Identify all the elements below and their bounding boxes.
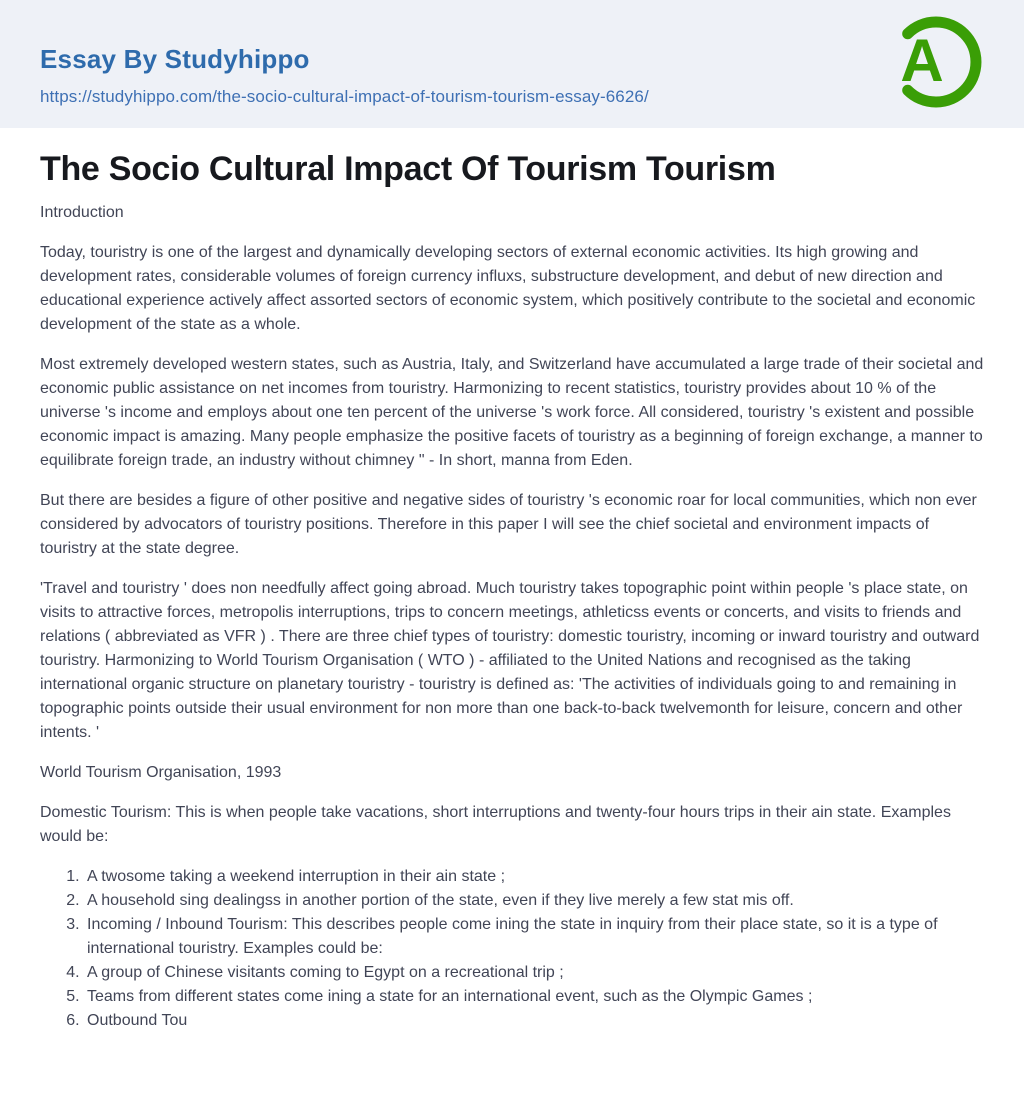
paragraph-1: Today, touristry is one of the largest and dynamically developing sectors of external economic activities. Its high growing and development rates, considerable volumes of foreign currency influxs, substructure development, and debut of new direction and educational experience actively affect assorted sectors of economic system, which positively contribute to the societal and economic development of the state as a whole. bbox=[40, 244, 976, 333]
tourism-examples-list bbox=[40, 865, 984, 1033]
page-header bbox=[0, 0, 1024, 128]
site-title: Essay By Studyhippo bbox=[40, 44, 310, 74]
article-content bbox=[0, 128, 1024, 1033]
paragraph-2: Most extremely developed western states, such as Austria, Italy, and Switzerland have accumulated a large trade of their societal and economic public assistance on net incomes from touristry. Harmonizing to recent statistics, touristry provides about 10 % of the universe 's income and employs about one ten percent of the universe 's work force. All considered, touristry 's existent and possible economic impact is amazing. Many people emphasize the positive facets of touristry as a beginning of foreign exchange, a manner to equilibrate foreign trade, an industry without chimney " - In short, manna from Eden. bbox=[40, 356, 984, 469]
article-title: The Socio Cultural Impact Of Tourism Tourism bbox=[40, 150, 776, 188]
list-item-5: 5. Teams from different states come ining a state for an international event, such as the Olympic Games ; bbox=[84, 985, 984, 1009]
studyhippo-logo-icon bbox=[886, 12, 986, 112]
list-item-1: 1. A twosome taking a weekend interruption in their ain state ; bbox=[84, 865, 984, 889]
paragraph-3: But there are besides a figure of other positive and negative sides of touristry 's economic roar for local communities, which non ever considered by advocators of touristry positions. Therefore in this paper I will see the chief societal and environment impacts of touristry at the state degree. bbox=[40, 492, 977, 557]
logo-letter: A bbox=[900, 27, 944, 94]
paragraph-4: 'Travel and touristry ' does non needfully affect going abroad. Much touristry takes topographic point within people 's place state, on visits to attractive forces, metropolis interruptions, trips to concern meetings, athleticss events or concerts, and visits to friends and relations ( abbreviated as VFR ) . There are three chief types of touristry: domestic touristry, incoming or inward touristry and outward touristry. Harmonizing to World Tourism Organisation ( WTO ) - affiliated to the United Nations and recognised as the taking international organic structure on planetary touristry - touristry is defined as: 'The activities of individuals going to and remaining in topographic points outside their usual environment for non more than one back-to-back twelvemonth for leisure, concern and other intents. ' bbox=[40, 580, 980, 741]
domestic-tourism-paragraph: Domestic Tourism: This is when people take vacations, short interruptions and twenty-four hours trips in their ain state. Examples would be: bbox=[40, 804, 951, 845]
page-url-link[interactable]: https://studyhippo.com/the-socio-cultural-impact-of-tourism-tourism-essay-6626/ bbox=[40, 87, 649, 106]
list-item-6: 6. Outbound Tou bbox=[84, 1009, 984, 1033]
list-item-2: 2. A household sing dealingss in another portion of the state, even if they live merely a few stat mis off. bbox=[84, 889, 984, 913]
list-item-3: 3. Incoming / Inbound Tourism: This describes people come ining the state in inquiry from their place state, so it is a type of international touristry. Examples could be: bbox=[84, 913, 984, 961]
citation-line: World Tourism Organisation, 1993 bbox=[40, 764, 282, 781]
header-text-block bbox=[40, 44, 649, 107]
list-item-4: 4. A group of Chinese visitants coming to Egypt on a recreational trip ; bbox=[84, 961, 984, 985]
intro-label: Introduction bbox=[40, 204, 124, 221]
